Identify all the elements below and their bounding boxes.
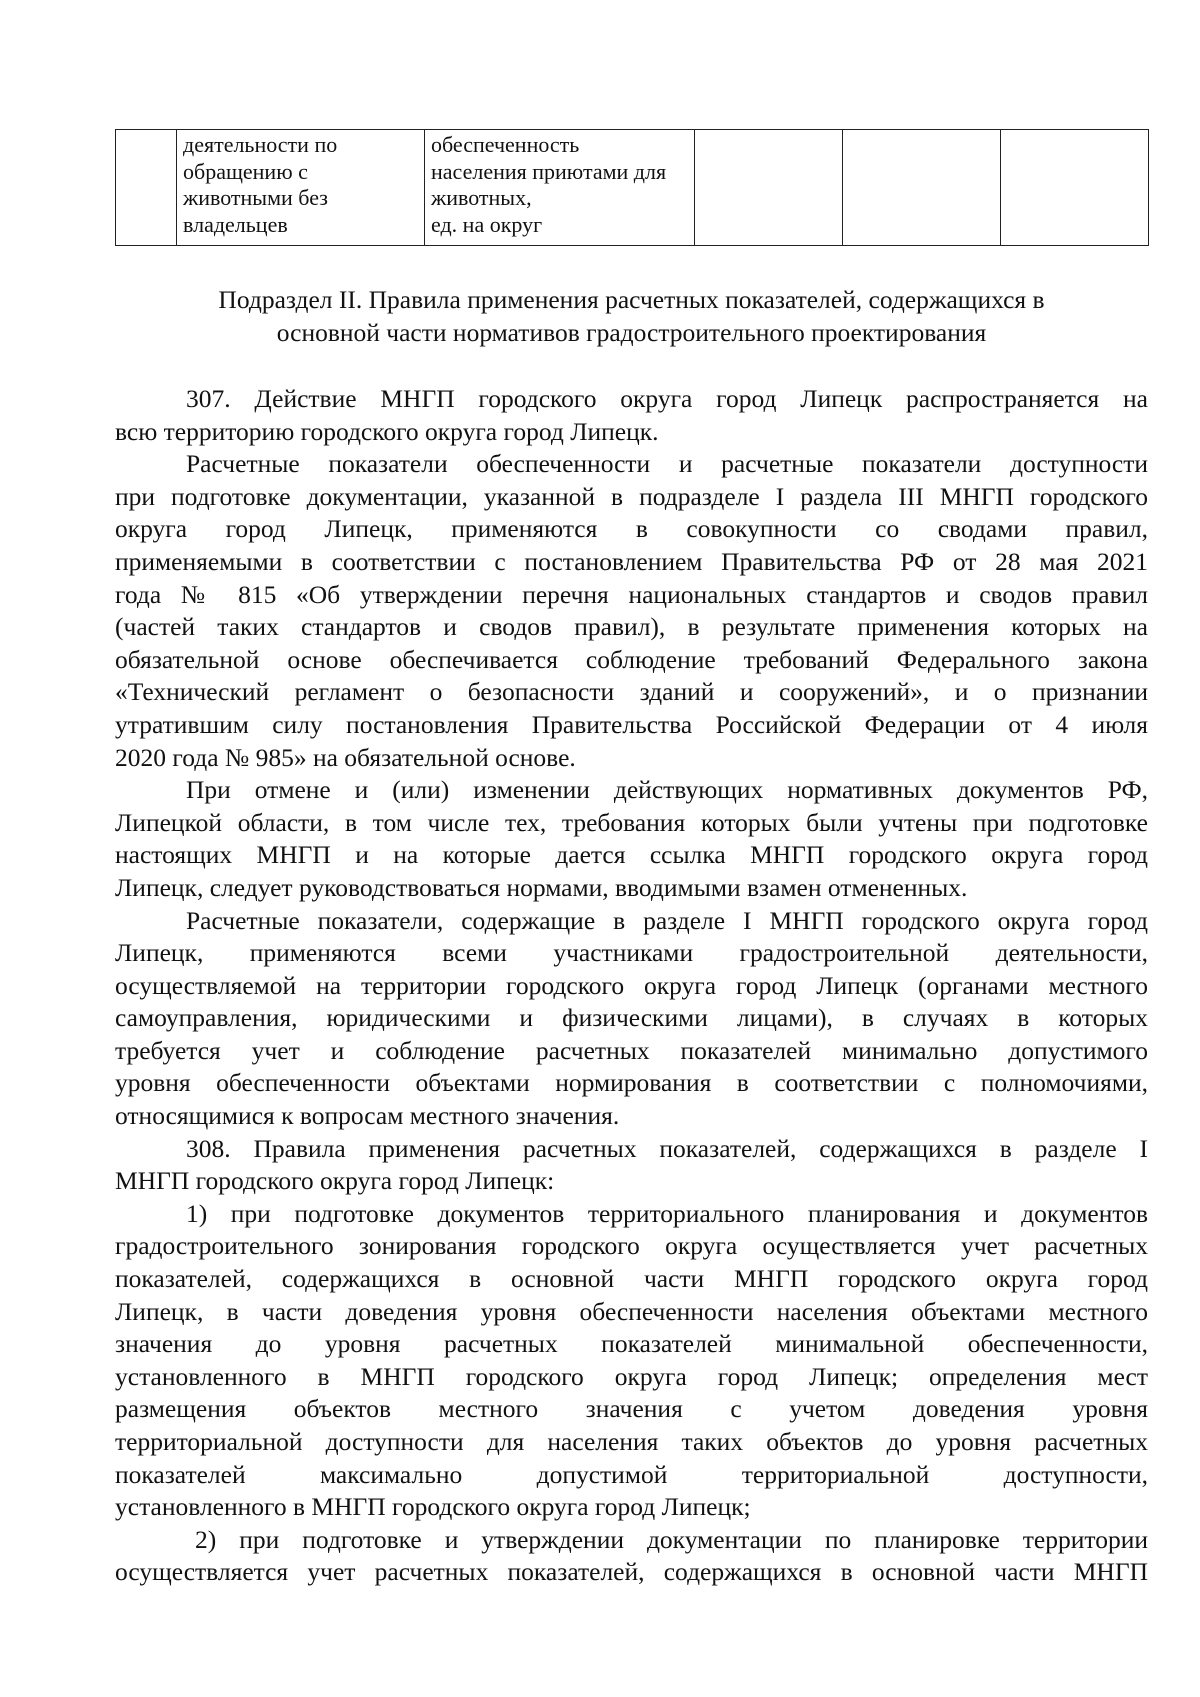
text-line: применяемыми в соответствии с постановлением Правительства РФ от 28 мая 2021 xyxy=(115,546,1148,576)
text-line: относящимися к вопросам местного значения. xyxy=(115,1101,620,1131)
cell-line: ед. на округ xyxy=(431,211,543,237)
cell-line: обеспеченность xyxy=(431,132,580,157)
text-line: самоуправления, юридическими и физическими лицами), в случаях в которых xyxy=(115,1003,1148,1033)
text-line: обязательной основе обеспечивается соблюдение требований Федерального закона xyxy=(115,644,1148,674)
cell-line: животных, xyxy=(431,185,532,210)
text-line: года № 815 «Об утверждении перечня национальных стандартов и сводов правил xyxy=(115,579,1148,609)
text-line: настоящих МНГП и на которые дается ссылка МНГП городского округа город xyxy=(115,840,1148,870)
table-cell-indicator xyxy=(425,130,695,246)
text-line: показателей, содержащихся в основной части МНГП городского округа город xyxy=(115,1264,1148,1294)
text-line: всю территорию городского округа город Липецк. xyxy=(115,416,659,446)
cell-line: обращению с xyxy=(183,158,308,184)
text-line: Липецк, в части доведения уровня обеспеченности населения объектами местного xyxy=(115,1296,1148,1326)
text-line: Расчетные показатели обеспеченности и расчетные показатели доступности xyxy=(186,449,1148,479)
text-line: Расчетные показатели, содержащие в разделе I МНГП городского округа город xyxy=(186,905,1148,935)
text-line: При отмене и (или) изменении действующих нормативных документов РФ, xyxy=(186,775,1148,805)
text-line: требуется учет и соблюдение расчетных показателей минимально допустимого xyxy=(115,1035,1148,1065)
table-cell-number xyxy=(116,130,177,246)
table-cell-empty xyxy=(843,130,1001,246)
body-text xyxy=(115,383,1148,1589)
table-cell-activity xyxy=(177,130,425,246)
table-cell-empty xyxy=(1001,130,1149,246)
text-line: размещения объектов местного значения с учетом доведения уровня xyxy=(115,1394,1148,1424)
cell-line: деятельности по xyxy=(183,132,338,157)
subsection-heading xyxy=(115,283,1148,349)
text-line: показателей максимально допустимой территориальной доступности, xyxy=(115,1459,1148,1489)
text-line: при подготовке документации, указанной в подразделе I раздела III МНГП городского xyxy=(115,481,1148,511)
text-line: осуществляется учет расчетных показателей, содержащихся в основной части МНГП xyxy=(115,1557,1148,1587)
text-line: уровня обеспеченности объектами нормирования в соответствии с полномочиями, xyxy=(115,1068,1148,1098)
text-line: 2) при подготовке и утверждении документации по планировке территории xyxy=(195,1524,1148,1554)
text-line: 307. Действие МНГП городского округа город Липецк распространяется на xyxy=(186,384,1148,413)
text-line: значения до уровня расчетных показателей минимальной обеспеченности, xyxy=(115,1329,1148,1359)
text-line: Липецкой области, в том числе тех, требования которых были учтены при подготовке xyxy=(115,807,1148,837)
text-line: 308. Правила применения расчетных показателей, содержащихся в разделе I xyxy=(186,1133,1148,1163)
indicators-table-fragment xyxy=(115,129,1149,246)
text-line: (частей таких стандартов и сводов правил), в результате применения которых на xyxy=(115,612,1148,642)
text-line: осуществляемой на территории городского округа город Липецк (органами местного xyxy=(115,970,1148,1000)
text-line: 2020 года № 985» на обязательной основе. xyxy=(115,742,576,772)
text-line: МНГП городского округа город Липецк: xyxy=(115,1166,555,1196)
text-line: установленного в МНГП городского округа город Липецк; определения мест xyxy=(115,1361,1148,1391)
cell-line: владельцев xyxy=(183,211,288,237)
text-line: территориальной доступности для населения таких объектов до уровня расчетных xyxy=(115,1427,1148,1456)
text-line: 1) при подготовке документов территориального планирования и документов xyxy=(186,1198,1148,1228)
text-line: Липецк, следует руководствоваться нормами, вводимыми взамен отмененных. xyxy=(115,872,968,902)
text-line: «Технический регламент о безопасности зданий и сооружений», и о признании xyxy=(115,677,1148,707)
text-line: установленного в МНГП городского округа город Липецк; xyxy=(115,1492,751,1522)
heading-line: Подраздел II. Правила применения расчетных показателей, содержащихся в xyxy=(218,285,1045,314)
table-cell-empty xyxy=(695,130,843,246)
text-line: округа город Липецк, применяются в совокупности со сводами правил, xyxy=(115,514,1148,544)
cell-line: животными без xyxy=(183,185,328,210)
text-line: градостроительного зонирования городского округа осуществляется учет расчетных xyxy=(115,1231,1148,1261)
text-line: Липецк, применяются всеми участниками градостроительной деятельности, xyxy=(115,938,1148,968)
cell-line: населения приютами для xyxy=(431,158,667,184)
table-row xyxy=(116,130,1149,246)
text-line: утратившим силу постановления Правительства Российской Федерации от 4 июля xyxy=(115,709,1148,739)
heading-line: основной части нормативов градостроительного проектирования xyxy=(276,318,987,347)
